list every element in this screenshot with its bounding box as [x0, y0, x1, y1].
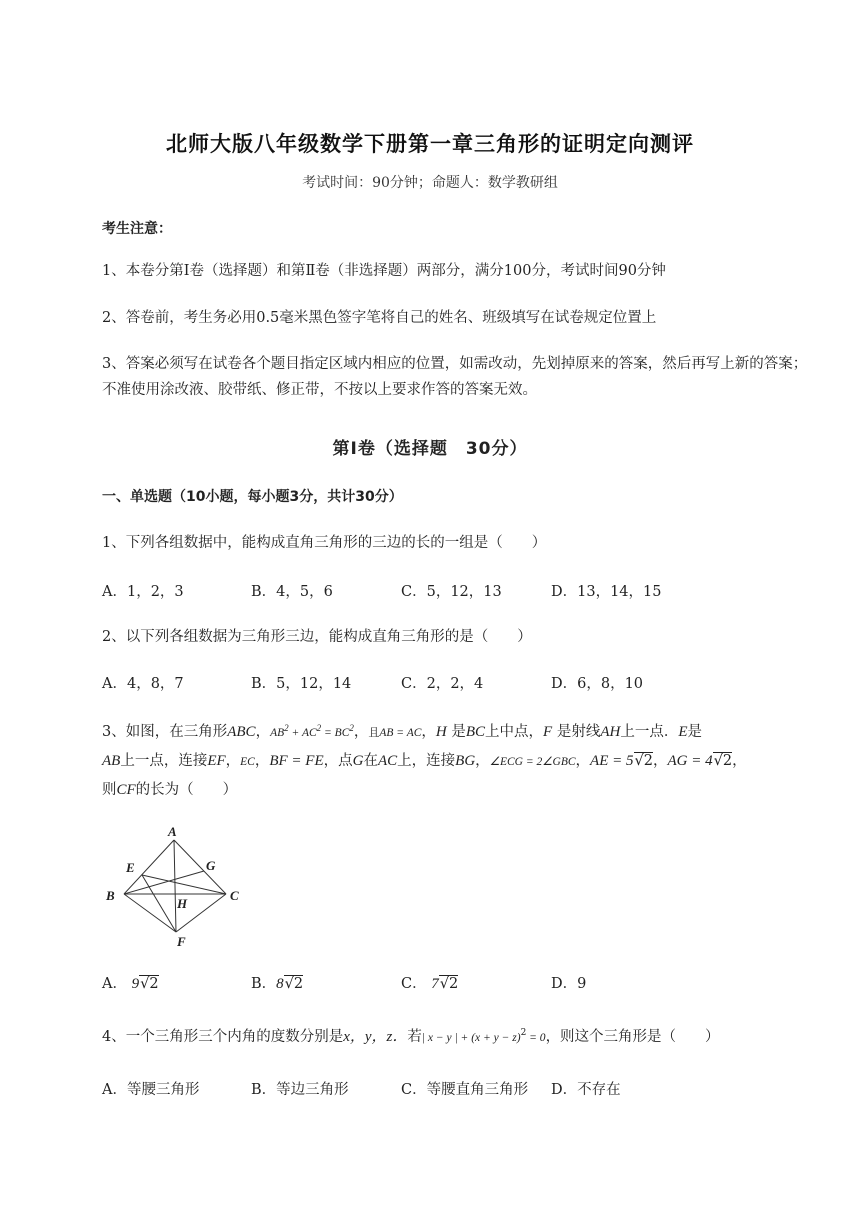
q4-option-a[interactable]: A．等腰三角形 — [102, 1082, 200, 1098]
label-g: G — [206, 858, 216, 873]
triangle-figure — [100, 822, 250, 948]
label-e: E — [126, 860, 135, 875]
q3-option-c[interactable]: C． 7√2 — [401, 976, 459, 992]
label-h: H — [177, 896, 188, 911]
section-title: 第Ⅰ卷（选择题 30分） — [332, 439, 528, 459]
question-1-stem: 1、下列各组数据中，能构成直角三角形的三边的长的一组是（ ） — [102, 535, 547, 551]
question-2-stem: 2、以下列各组数据为三角形三边，能构成直角三角形的是（ ） — [102, 629, 532, 645]
q4-option-c[interactable]: C．等腰直角三角形 — [401, 1082, 529, 1098]
label-b: B — [106, 888, 115, 903]
part-heading: 一、单选题（10小题，每小题3分，共计30分） — [102, 489, 403, 505]
notice-item: 2、答卷前，考生务必用0.5毫米黑色签字笔将自己的姓名、班级填写在试卷规定位置上 — [102, 310, 657, 326]
label-c: C — [230, 888, 239, 903]
q2-option-a[interactable]: A．4，8，7 — [102, 676, 184, 692]
page-title: 北师大版八年级数学下册第一章三角形的证明定向测评 — [166, 132, 694, 156]
q4-option-d[interactable]: D．不存在 — [551, 1082, 621, 1098]
q4-option-b[interactable]: B．等边三角形 — [251, 1082, 349, 1098]
q1-option-a[interactable]: A．1，2，3 — [102, 584, 184, 600]
question-4-stem: 4、一个三角形三个内角的度数分别是x，y，z．若| x − y | + $(x + y - z)^2 = 0$，则这个三角形是（ ） — [102, 1028, 720, 1045]
notice-heading: 考生注意： — [102, 221, 172, 237]
notice-item: 3、答案必须写在试卷各个题目指定区域内相应的位置，如需改动，先划掉原来的答案，然后再写上新的答案；不准使用涂改液、胶带纸、修正带，不按以上要求作答的答案无效。 — [102, 356, 808, 398]
q1-option-c[interactable]: C．5，12，13 — [401, 584, 502, 600]
q3-option-d[interactable]: D．9 — [551, 976, 587, 992]
q2-option-b[interactable]: B．5，12，14 — [251, 676, 352, 692]
q1-option-d[interactable]: D．13，14，15 — [551, 584, 662, 600]
q3-option-a[interactable]: A． 9√2 — [102, 976, 159, 992]
q2-option-c[interactable]: C．2，2，4 — [401, 676, 484, 692]
question-3-stem: 3、如图，在三角形ABC，$AB^2 + AC^2 = BC^2$，且AB = AC，H 是BC上中点，F 是射线AH上一点．E是 AB上一点，连接EF，EC，BF = FE，点G在AC上，连接BG，∠ECG = 2∠GBC，AE = 5√2，AG = 4√2， 则CF的长为（ ） — [102, 723, 747, 798]
exam-info: 考试时间：90分钟；命题人：数学教研组 — [302, 175, 558, 191]
q1-option-b[interactable]: B．4，5，6 — [251, 584, 333, 600]
q2-option-d[interactable]: D．6，8，10 — [551, 676, 644, 692]
q3-option-b[interactable]: B．8√2 — [251, 976, 304, 992]
label-f: F — [177, 934, 186, 948]
label-a: A — [168, 824, 177, 839]
notice-item: 1、本卷分第Ⅰ卷（选择题）和第Ⅱ卷（非选择题）两部分，满分100分，考试时间90分钟 — [102, 263, 666, 279]
